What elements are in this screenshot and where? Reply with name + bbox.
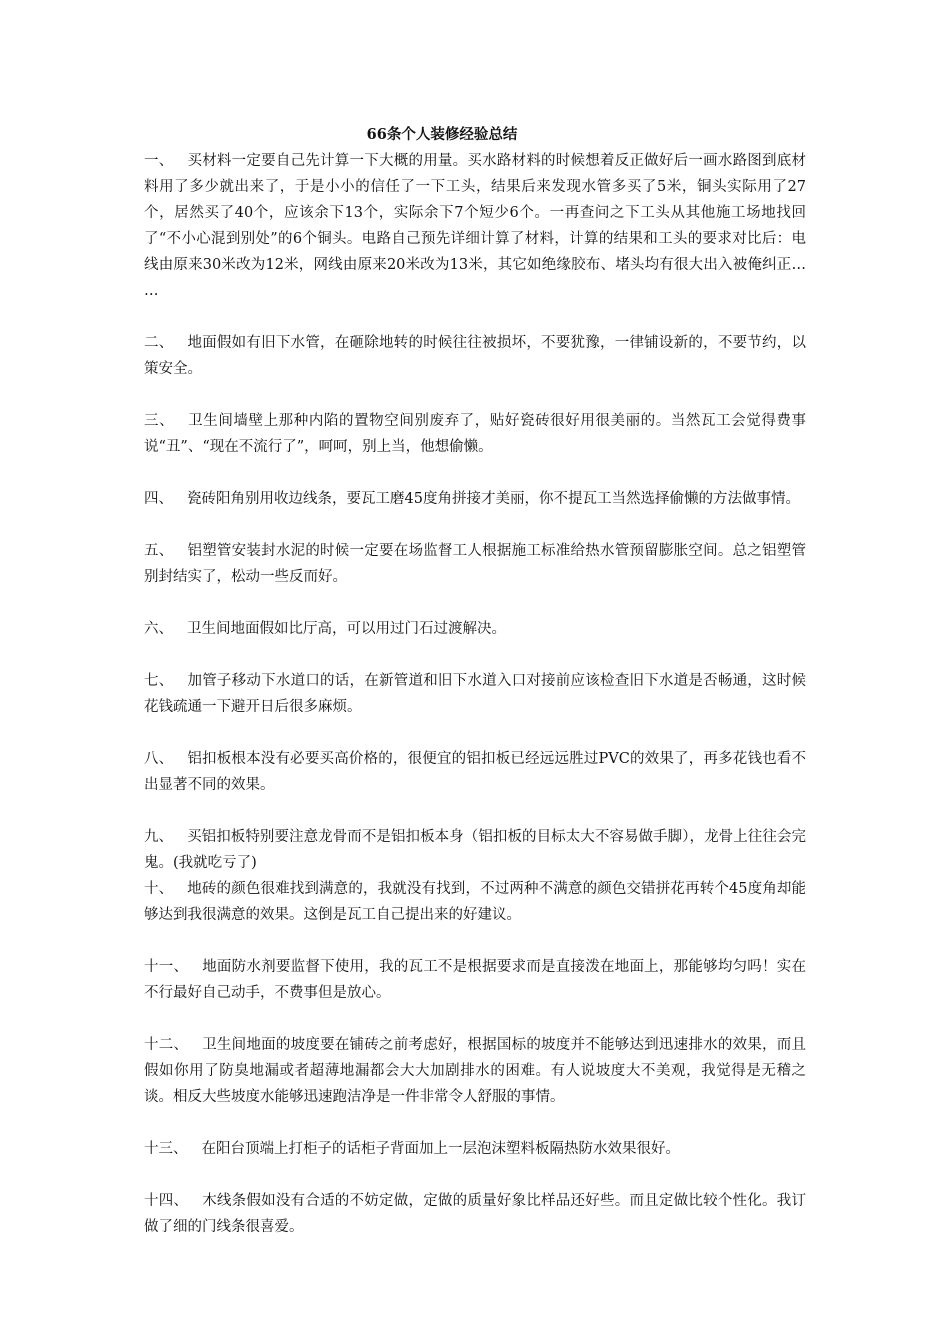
item-number: 二、 (144, 335, 174, 351)
item-number: 六、 (144, 621, 173, 637)
item-text: 在阳台顶端上打柜子的话柜子背面加上一层泡沫塑料板隔热防水效果很好。 (201, 1141, 680, 1157)
item-text: 木线条假如没有合适的不妨定做，定做的质量好象比样品还好些。而且定做比较个性化。我订做了细的门线条很喜爱。 (144, 1193, 807, 1235)
item-number: 七、 (144, 673, 174, 689)
item-number: 十四、 (144, 1193, 189, 1209)
document-title: 66条个人装修经验总结 (366, 126, 518, 143)
item-text: 加管子移动下水道口的话，在新管道和旧下水道入口对接前应该检查旧下水道是否畅通，这时候花钱疏通一下避开日后很多麻烦。 (144, 673, 806, 715)
list-item-3 (144, 408, 806, 460)
item-text: 地砖的颜色很难找到满意的，我就没有找到，不过两种不满意的颜色交错拼花再转个45度角却能够达到我很满意的效果。这倒是瓦工自己提出来的好建议。 (144, 881, 806, 923)
list-item-11 (144, 954, 806, 1006)
item-number: 四、 (144, 491, 173, 507)
list-item-10 (144, 876, 806, 928)
item-number: 一、 (144, 153, 174, 169)
item-text: 卫生间地面假如比厅高，可以用过门石过渡解决。 (187, 621, 506, 637)
item-number: 九、 (144, 829, 174, 845)
list-item-6 (144, 616, 806, 642)
item-text: 买材料一定要自己先计算一下大概的用量。买水路材料的时候想着反正做好后一画水路图到底材料用了多少就出来了，于是小小的信任了一下工头，结果后来发现水管多买了5米，铜头实际用了27个，居然买了40个，应该余下13个，实际余下7个短少6个。一再查问之下工头从其他施工场地找回了“不小心混到别处”的6个铜头。电路自己预先详细计算了材料，计算的结果和工头的要求对比后：电线由原来30米改为12米，网线由原来20米改为13米，其它如绝缘胶布、堵头均有很大出入被俺纠正… … (144, 153, 806, 299)
item-text: 瓷砖阳角别用收边线条，要瓦工磨45度角拼接才美丽，你不提瓦工当然选择偷懒的方法做事情。 (187, 491, 800, 507)
list-item-13 (144, 1136, 806, 1162)
list-item-9 (144, 824, 806, 876)
item-number: 三、 (144, 413, 175, 429)
item-text: 卫生间墙壁上那种内陷的置物空间别废弃了，贴好瓷砖很好用很美丽的。当然瓦工会觉得费事说“丑”、“现在不流行了”，呵呵，别上当，他想偷懒。 (144, 413, 807, 455)
item-text: 卫生间地面的坡度要在铺砖之前考虑好，根据国标的坡度并不能够达到迅速排水的效果，而且假如你用了防臭地漏或者超薄地漏都会大大加剧排水的困难。有人说坡度大不美观，我觉得是无稽之谈。相反大些坡度水能够迅速跑洁净是一件非常令人舒服的事情。 (144, 1037, 807, 1105)
item-number: 八、 (144, 751, 174, 767)
item-number: 十三、 (144, 1141, 188, 1157)
item-number: 十一、 (144, 959, 189, 975)
list-item-2 (144, 330, 806, 382)
list-item-12 (144, 1032, 806, 1110)
item-text: 买铝扣板特别要注意龙骨而不是铝扣板本身（铝扣板的目标太大不容易做手脚），龙骨上往往会完鬼。(我就吃亏了) (144, 829, 806, 871)
list-item-7 (144, 668, 806, 720)
list-item-14 (144, 1188, 806, 1240)
item-text: 地面假如有旧下水管，在砸除地转的时候往往被损坏，不要犹豫，一律铺设新的，不要节约，以策安全。 (144, 335, 806, 377)
list-item-8 (144, 746, 806, 798)
item-text: 地面防水剂要监督下使用，我的瓦工不是根据要求而是直接泼在地面上，那能够均匀吗！实在不行最好自己动手，不费事但是放心。 (144, 959, 807, 1001)
item-number: 十、 (144, 881, 174, 897)
item-text: 铝塑管安装封水泥的时候一定要在场监督工人根据施工标准给热水管预留膨胀空间。总之铝塑管别封结实了，松动一些反而好。 (144, 543, 806, 585)
list-item-1 (144, 148, 806, 304)
item-number: 十二、 (144, 1037, 189, 1053)
item-text: 铝扣板根本没有必要买高价格的，很便宜的铝扣板已经远远胜过PVC的效果了，再多花钱也看不出显著不同的效果。 (144, 751, 807, 793)
item-number: 五、 (144, 543, 174, 559)
list-item-5 (144, 538, 806, 590)
list-item-4 (144, 486, 806, 512)
